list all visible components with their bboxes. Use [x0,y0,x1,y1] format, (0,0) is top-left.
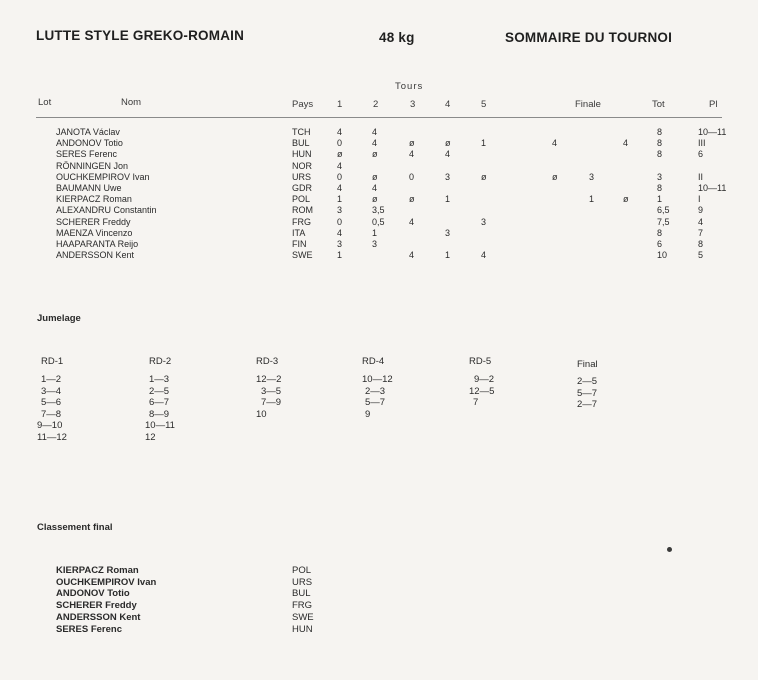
cell-tot: 8 [657,149,663,160]
cell-tot: 7,5 [657,216,670,227]
pairing: 9—10 [37,420,63,431]
pairing: 7—9 [261,397,282,408]
cell-pl: 10—11 [698,127,727,137]
cell-pays: SWE [292,250,313,261]
cell-tot: 1 [657,194,663,205]
wrestler-name: ANDERSSON Kent [56,611,141,623]
cell-r4: 3 [445,227,451,238]
cell-r3: 0 [409,171,415,182]
round-header: RD-3 [256,356,279,367]
cell-r1: 4 [337,183,343,193]
cell-f3: 4 [623,138,629,149]
wrestler-name: OUCHKEMPIROV Ivan [56,576,157,588]
cell-nom: BAUMANN Uwe [56,183,122,193]
cell-r4: 4 [445,149,451,160]
paper-speck [667,547,672,552]
weight-class: 48 kg [379,30,415,45]
page-title: LUTTE STYLE GREKO-ROMAIN [36,28,245,43]
cell-r1: 4 [337,160,343,171]
cell-r3: 4 [409,149,415,160]
cell-tot: 10 [657,250,668,261]
cell-r2: ø [372,194,378,205]
cell-r1: 3 [337,239,343,249]
cell-pl: 9 [698,205,704,216]
col-lot: Lot [38,97,52,108]
cell-nom: ALEXANDRU Constantin [56,205,157,216]
cell-pays: FRG [292,216,311,227]
cell-tot: 6,5 [657,205,670,216]
pairing: 3—5 [261,385,282,397]
cell-r3: ø [409,194,415,205]
pairing: 2—7 [577,399,598,410]
cell-f2: 3 [589,171,595,182]
round-header: RD-4 [362,356,385,367]
classement-title: Classement final [37,522,113,533]
pairing: 10—12 [362,374,393,385]
cell-r2: 4 [372,127,378,137]
pairing: 9—2 [474,374,495,385]
cell-f1: 4 [552,138,558,149]
col-nom: Nom [121,97,142,108]
pairing: 1—2 [41,374,62,385]
cell-pl: 4 [698,216,704,227]
cell-pl: 8 [698,239,704,249]
col-round-5: 5 [481,99,487,110]
summary-title: SOMMAIRE DU TOURNOI [505,30,673,45]
cell-r1: 0 [337,171,343,182]
cell-f3: ø [623,194,629,205]
cell-pl: 7 [698,227,704,238]
cell-r2: 0,5 [372,216,385,227]
cell-tot: 8 [657,227,663,238]
wrestler-name: SCHERER Freddy [56,600,137,612]
cell-r3: ø [409,138,415,149]
cell-pays: NOR [292,160,312,171]
country: HUN [292,623,313,635]
cell-r1: 3 [337,205,343,216]
cell-f2: 1 [589,194,595,205]
round-header: RD-1 [41,356,64,367]
cell-f1: ø [552,171,558,182]
col-round-2: 2 [373,99,379,110]
round-header: RD-2 [149,356,172,367]
cell-r2: 4 [372,183,378,193]
cell-r4: ø [445,138,451,149]
cell-nom: RÖNNINGEN Jon [56,160,129,171]
cell-tot: 8 [657,127,663,137]
cell-pl: 5 [698,250,704,261]
cell-nom: HAAPARANTA Reijo [56,239,139,249]
pairing: 5—6 [41,397,62,408]
cell-pays: BUL [292,138,310,149]
cell-pays: ITA [292,227,306,238]
wrestler-name: ANDONOV Totio [56,588,130,600]
cell-r4: 3 [445,171,451,182]
cell-tot: 8 [657,183,663,193]
cell-r2: ø [372,171,378,182]
pairing: 1—3 [149,374,170,385]
cell-nom: SCHERER Freddy [56,216,131,227]
pairing: 2—3 [365,385,386,397]
col-pl: Pl [709,99,718,110]
cell-tot: 3 [657,171,663,182]
cell-r1: 4 [337,127,343,137]
cell-pl: 6 [698,149,704,160]
cell-pl: I [698,194,701,205]
cell-nom: OUCHKEMPIROV Ivan [56,171,150,182]
cell-pl: 10—11 [698,183,727,193]
pairing: 12—5 [469,385,495,397]
cell-r3: 4 [409,216,415,227]
pairing: 11—12 [37,431,67,443]
cell-tot: 8 [657,138,663,149]
tours-label: Tours [395,81,424,92]
pairing: 10 [256,408,267,420]
col-round-4: 4 [445,99,451,110]
cell-pays: TCH [292,127,311,137]
country: URS [292,576,313,588]
cell-nom: ANDERSSON Kent [56,250,135,261]
pairing: 6—7 [149,397,170,408]
cell-pays: ROM [292,205,313,216]
cell-r2: ø [372,149,378,160]
cell-pays: POL [292,194,311,205]
pairing: 9 [365,408,371,420]
cell-nom: SERES Ferenc [56,149,118,160]
pairing: 7—8 [41,408,62,420]
cell-r3: 4 [409,250,415,261]
cell-pays: HUN [292,149,312,160]
cell-r2: 4 [372,138,378,149]
country: FRG [292,600,313,612]
country: SWE [292,611,314,623]
pairing: 12 [145,431,156,443]
cell-r1: 4 [337,227,343,238]
cell-r1: ø [337,149,343,160]
round-header: RD-5 [469,356,492,367]
cell-r1: 1 [337,250,343,261]
pairing: 5—7 [577,387,598,399]
cell-r2: 3 [372,239,378,249]
cell-r1: 0 [337,216,343,227]
cell-pays: URS [292,171,312,182]
wrestler-name: KIERPACZ Roman [56,565,139,576]
col-tot: Tot [652,99,665,110]
table-header-rule [36,117,722,118]
cell-r5: 1 [481,138,487,149]
cell-r1: 1 [337,194,343,205]
cell-pl: III [698,138,706,149]
cell-r4: 1 [445,194,451,205]
cell-r5: ø [481,171,487,182]
country: POL [292,565,312,576]
round-header: Final [577,359,598,370]
cell-r5: 4 [481,250,487,261]
cell-tot: 6 [657,239,663,249]
pairing: 12—2 [256,374,282,385]
cell-pays: GDR [292,183,312,193]
pairing: 2—5 [149,385,170,397]
col-finale: Finale [575,99,601,110]
col-round-3: 3 [410,99,416,110]
cell-r2: 3,5 [372,205,385,216]
pairing: 8—9 [149,408,170,420]
col-round-1: 1 [337,99,343,110]
cell-pays: FIN [292,239,307,249]
pairing: 2—5 [577,376,598,387]
cell-r4: 1 [445,250,451,261]
pairing: 5—7 [365,397,386,408]
jumelage-title: Jumelage [37,313,81,324]
cell-nom: JANOTA Václav [56,127,120,137]
col-pays: Pays [292,99,314,110]
country: BUL [292,588,311,600]
pairing: 3—4 [41,385,62,397]
cell-r5: 3 [481,216,487,227]
cell-nom: ANDONOV Totio [56,138,123,149]
cell-pl: II [698,171,704,182]
pairing: 7 [473,397,479,408]
cell-r2: 1 [372,227,378,238]
cell-nom: KIERPACZ Roman [56,194,132,205]
cell-nom: MAENZA Vincenzo [56,227,133,238]
wrestler-name: SERES Ferenc [56,623,122,635]
pairing: 10—11 [145,420,175,431]
cell-r1: 0 [337,138,343,149]
